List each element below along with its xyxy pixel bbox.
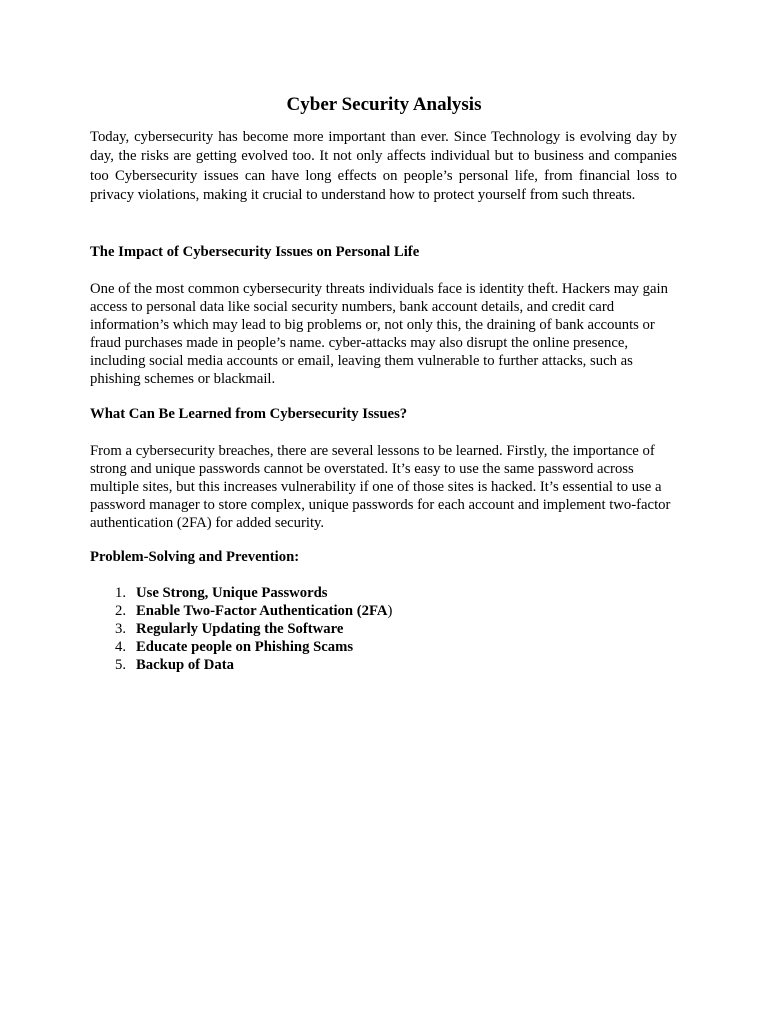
list-item-number: 1. bbox=[114, 585, 126, 601]
list-item-number: 2. bbox=[114, 603, 126, 619]
list-item bbox=[90, 656, 677, 674]
list-item bbox=[90, 602, 677, 620]
list-item-number: 4. bbox=[114, 639, 126, 655]
list-item-text: Backup of Data bbox=[136, 657, 234, 673]
section-heading-lessons: What Can Be Learned from Cybersecurity Issues? bbox=[90, 406, 408, 422]
list-item-text: Regularly Updating the Software bbox=[136, 621, 344, 637]
list-item-tail: ) bbox=[387, 603, 393, 619]
section-body-personal-life: One of the most common cybersecurity threats individuals face is identity theft. Hackers may gain access to personal data like social security numbers, bank account details, and credit card information’s which may lead to big problems or, not only this, the draining of bank accounts or fraud purchases made in people’s name. cyber-attacks may also disrupt the online presence, including social media accounts or email, leaving them vulnerable to further attacks, such as phishing schemes or blackmail. bbox=[90, 281, 668, 387]
page-title: Cyber Security Analysis bbox=[286, 94, 482, 115]
list-item-number: 3. bbox=[114, 621, 126, 637]
list-item bbox=[90, 620, 677, 638]
list-item-text: Educate people on Phishing Scams bbox=[136, 639, 354, 655]
section-heading-personal-life: The Impact of Cybersecurity Issues on Personal Life bbox=[90, 244, 420, 260]
list-item bbox=[90, 638, 677, 656]
intro-paragraph: Today, cybersecurity has become more important than ever. Since Technology is evolving day by day, the risks are getting evolved too. It not only affects individual but to business and companies too Cybersecurity issues can have long effects on people’s personal life, from financial loss to privacy violations, making it crucial to understand how to protect yourself from such threats. bbox=[90, 129, 677, 203]
list-item-text: Use Strong, Unique Passwords bbox=[136, 585, 328, 601]
list-item-text: Enable Two-Factor Authentication (2FA bbox=[136, 603, 388, 619]
prevention-list bbox=[90, 584, 677, 674]
section-body-lessons: From a cybersecurity breaches, there are several lessons to be learned. Firstly, the importance of strong and unique passwords cannot be overstated. It’s easy to use the same password across multiple sites, but this increases vulnerability if one of those sites is hacked. It’s essential to use a password manager to store complex, unique passwords for each account and implement two-factor authentication (2FA) for added security. bbox=[90, 443, 671, 531]
section-heading-prevention: Problem-Solving and Prevention: bbox=[90, 549, 300, 565]
list-item-number: 5. bbox=[114, 657, 126, 673]
list-item bbox=[90, 584, 677, 602]
